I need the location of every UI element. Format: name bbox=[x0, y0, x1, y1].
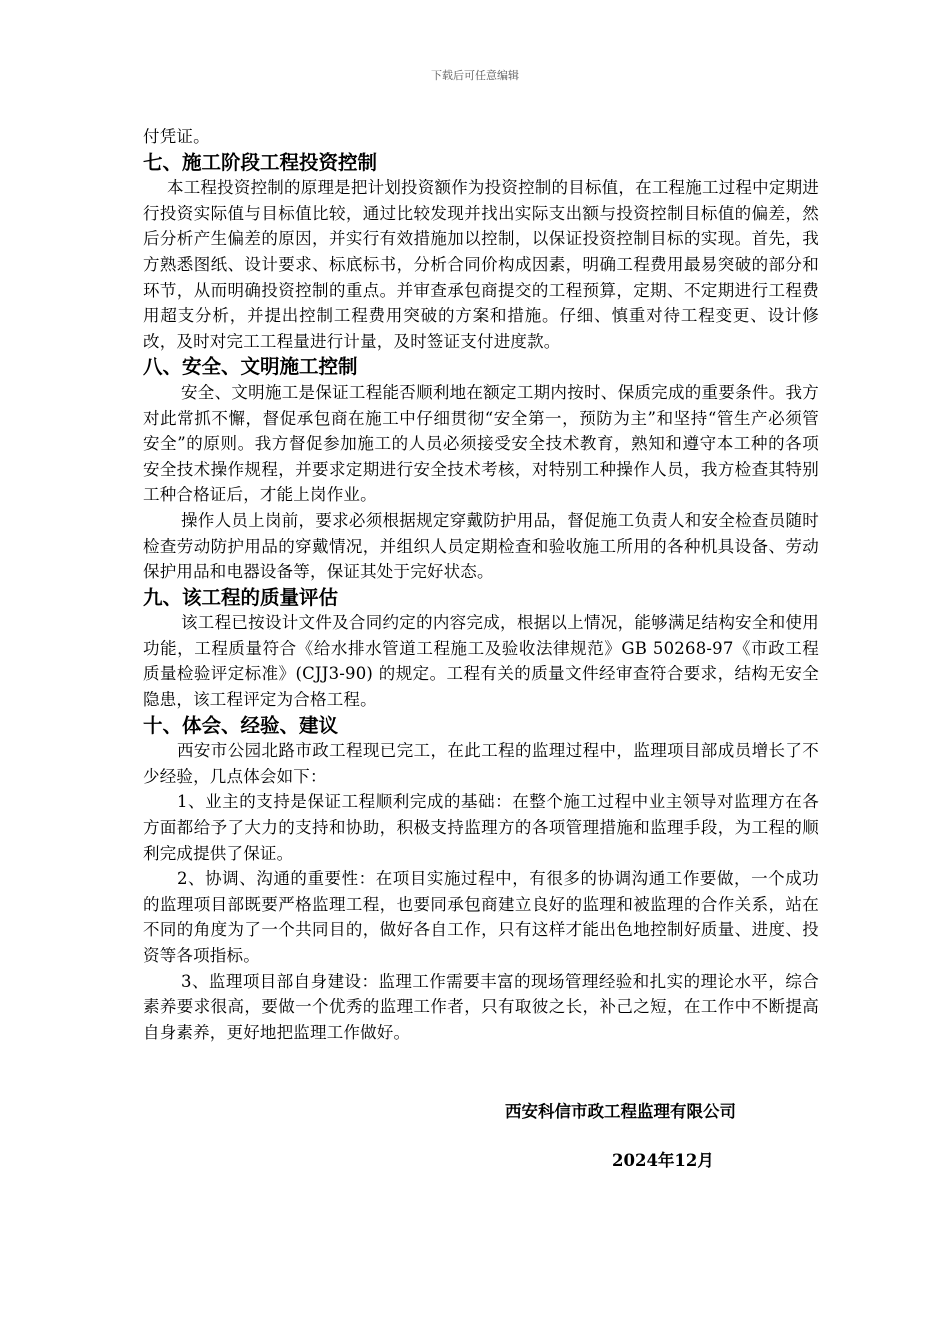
section-7-title: 七、施工阶段工程投资控制 bbox=[143, 150, 378, 174]
signature-date: 2024年12月 bbox=[612, 1151, 714, 1170]
paragraph-intro-tail: 付凭证。 bbox=[143, 127, 210, 146]
section-10-paragraph-1: 西安市公园北路市政工程现已完工，在此工程的监理过程中，监理项目部成员增长了不少经验，几点体会如下： bbox=[143, 741, 819, 786]
section-10-title: 十、体会、经验、建议 bbox=[143, 713, 339, 737]
section-7-paragraph-1: 本工程投资控制的原理是把计划投资额作为投资控制的目标值，在工程施工过程中定期进行投资实际值与目标值比较，通过比较发现并找出实际支出额与投资控制目标值的偏差，然后分析产生偏差的原因，并实行有效措施加以控制，以保证投资控制目标的实现。首先，我方熟悉图纸、设计要求、标底标书，分析合同价构成因素，明确工程费用最易突破的部分和环节，从而明确投资控制的重点。并审查承包商提交的工程预算，定期、不定期进行工程费用超支分析，并提出控制工程费用突破的方案和措施。仔细、慎重对待工程变更、设计修改，及时对完工工程量进行计量，及时签证支付进度款。 bbox=[143, 178, 819, 351]
section-9-title: 九、该工程的质量评估 bbox=[143, 585, 339, 609]
section-10-paragraph-2: 1、业主的支持是保证工程顺利完成的基础：在整个施工过程中业主领导对监理方在各方面都给予了大力的支持和协助，积极支持监理方的各项管理措施和监理手段，为工程的顺利完成提供了保证。 bbox=[143, 792, 819, 863]
section-10-paragraph-3: 2、协调、沟通的重要性：在项目实施过程中，有很多的协调沟通工作要做，一个成功的监理项目部既要严格监理工程，也要同承包商建立良好的监理和被监理的合作关系，站在不同的角度为了一个共同目的，做好各自工作，只有这样才能出色地控制好质量、进度、投资等各项指标。 bbox=[143, 869, 819, 965]
section-8-paragraph-1: 安全、文明施工是保证工程能否顺利地在额定工期内按时、保质完成的重要条件。我方对此常抓不懈，督促承包商在施工中仔细贯彻“安全第一，预防为主”和坚持“管生产必须管安全”的原则。我方督促参加施工的人员必须接受安全技术教育，熟知和遵守本工种的各项安全技术操作规程，并要求定期进行安全技术考核，对特别工种操作人员，我方检查其特别工种合格证后，才能上岗作业。 bbox=[143, 382, 819, 505]
section-8-paragraph-2: 操作人员上岗前，要求必须根据规定穿戴防护用品，督促施工负责人和安全检查员随时检查劳动防护用品的穿戴情况，并组织人员定期检查和验收施工所用的各种机具设备、劳动保护用品和电器设备等，保证其处于完好状态。 bbox=[143, 510, 819, 582]
section-8-title: 八、安全、文明施工控制 bbox=[143, 355, 358, 379]
section-10-paragraph-4: 3、监理项目部自身建设：监理工作需要丰富的现场管理经验和扎实的理论水平，综合素养要求很高，要做一个优秀的监理工作者，只有取彼之长，补己之短，在工作中不断提高自身素养，更好地把监理工作做好。 bbox=[143, 971, 819, 1042]
document-body bbox=[143, 124, 819, 1045]
page-header: 下载后可任意编辑 bbox=[431, 69, 519, 82]
section-9-paragraph-1: 该工程已按设计文件及合同约定的内容完成，根据以上情况，能够满足结构安全和使用功能，工程质量符合《给水排水管道工程施工及验收法律规范》GB 50268-97《市政工程质量检验评定标准》(CJJ3-90) 的规定。工程有关的质量文件经审查符合要求，结构无安全隐患，该工程评定为合格工程。 bbox=[143, 613, 819, 710]
company-signature: 西安科信市政工程监理有限公司 bbox=[505, 1102, 736, 1121]
